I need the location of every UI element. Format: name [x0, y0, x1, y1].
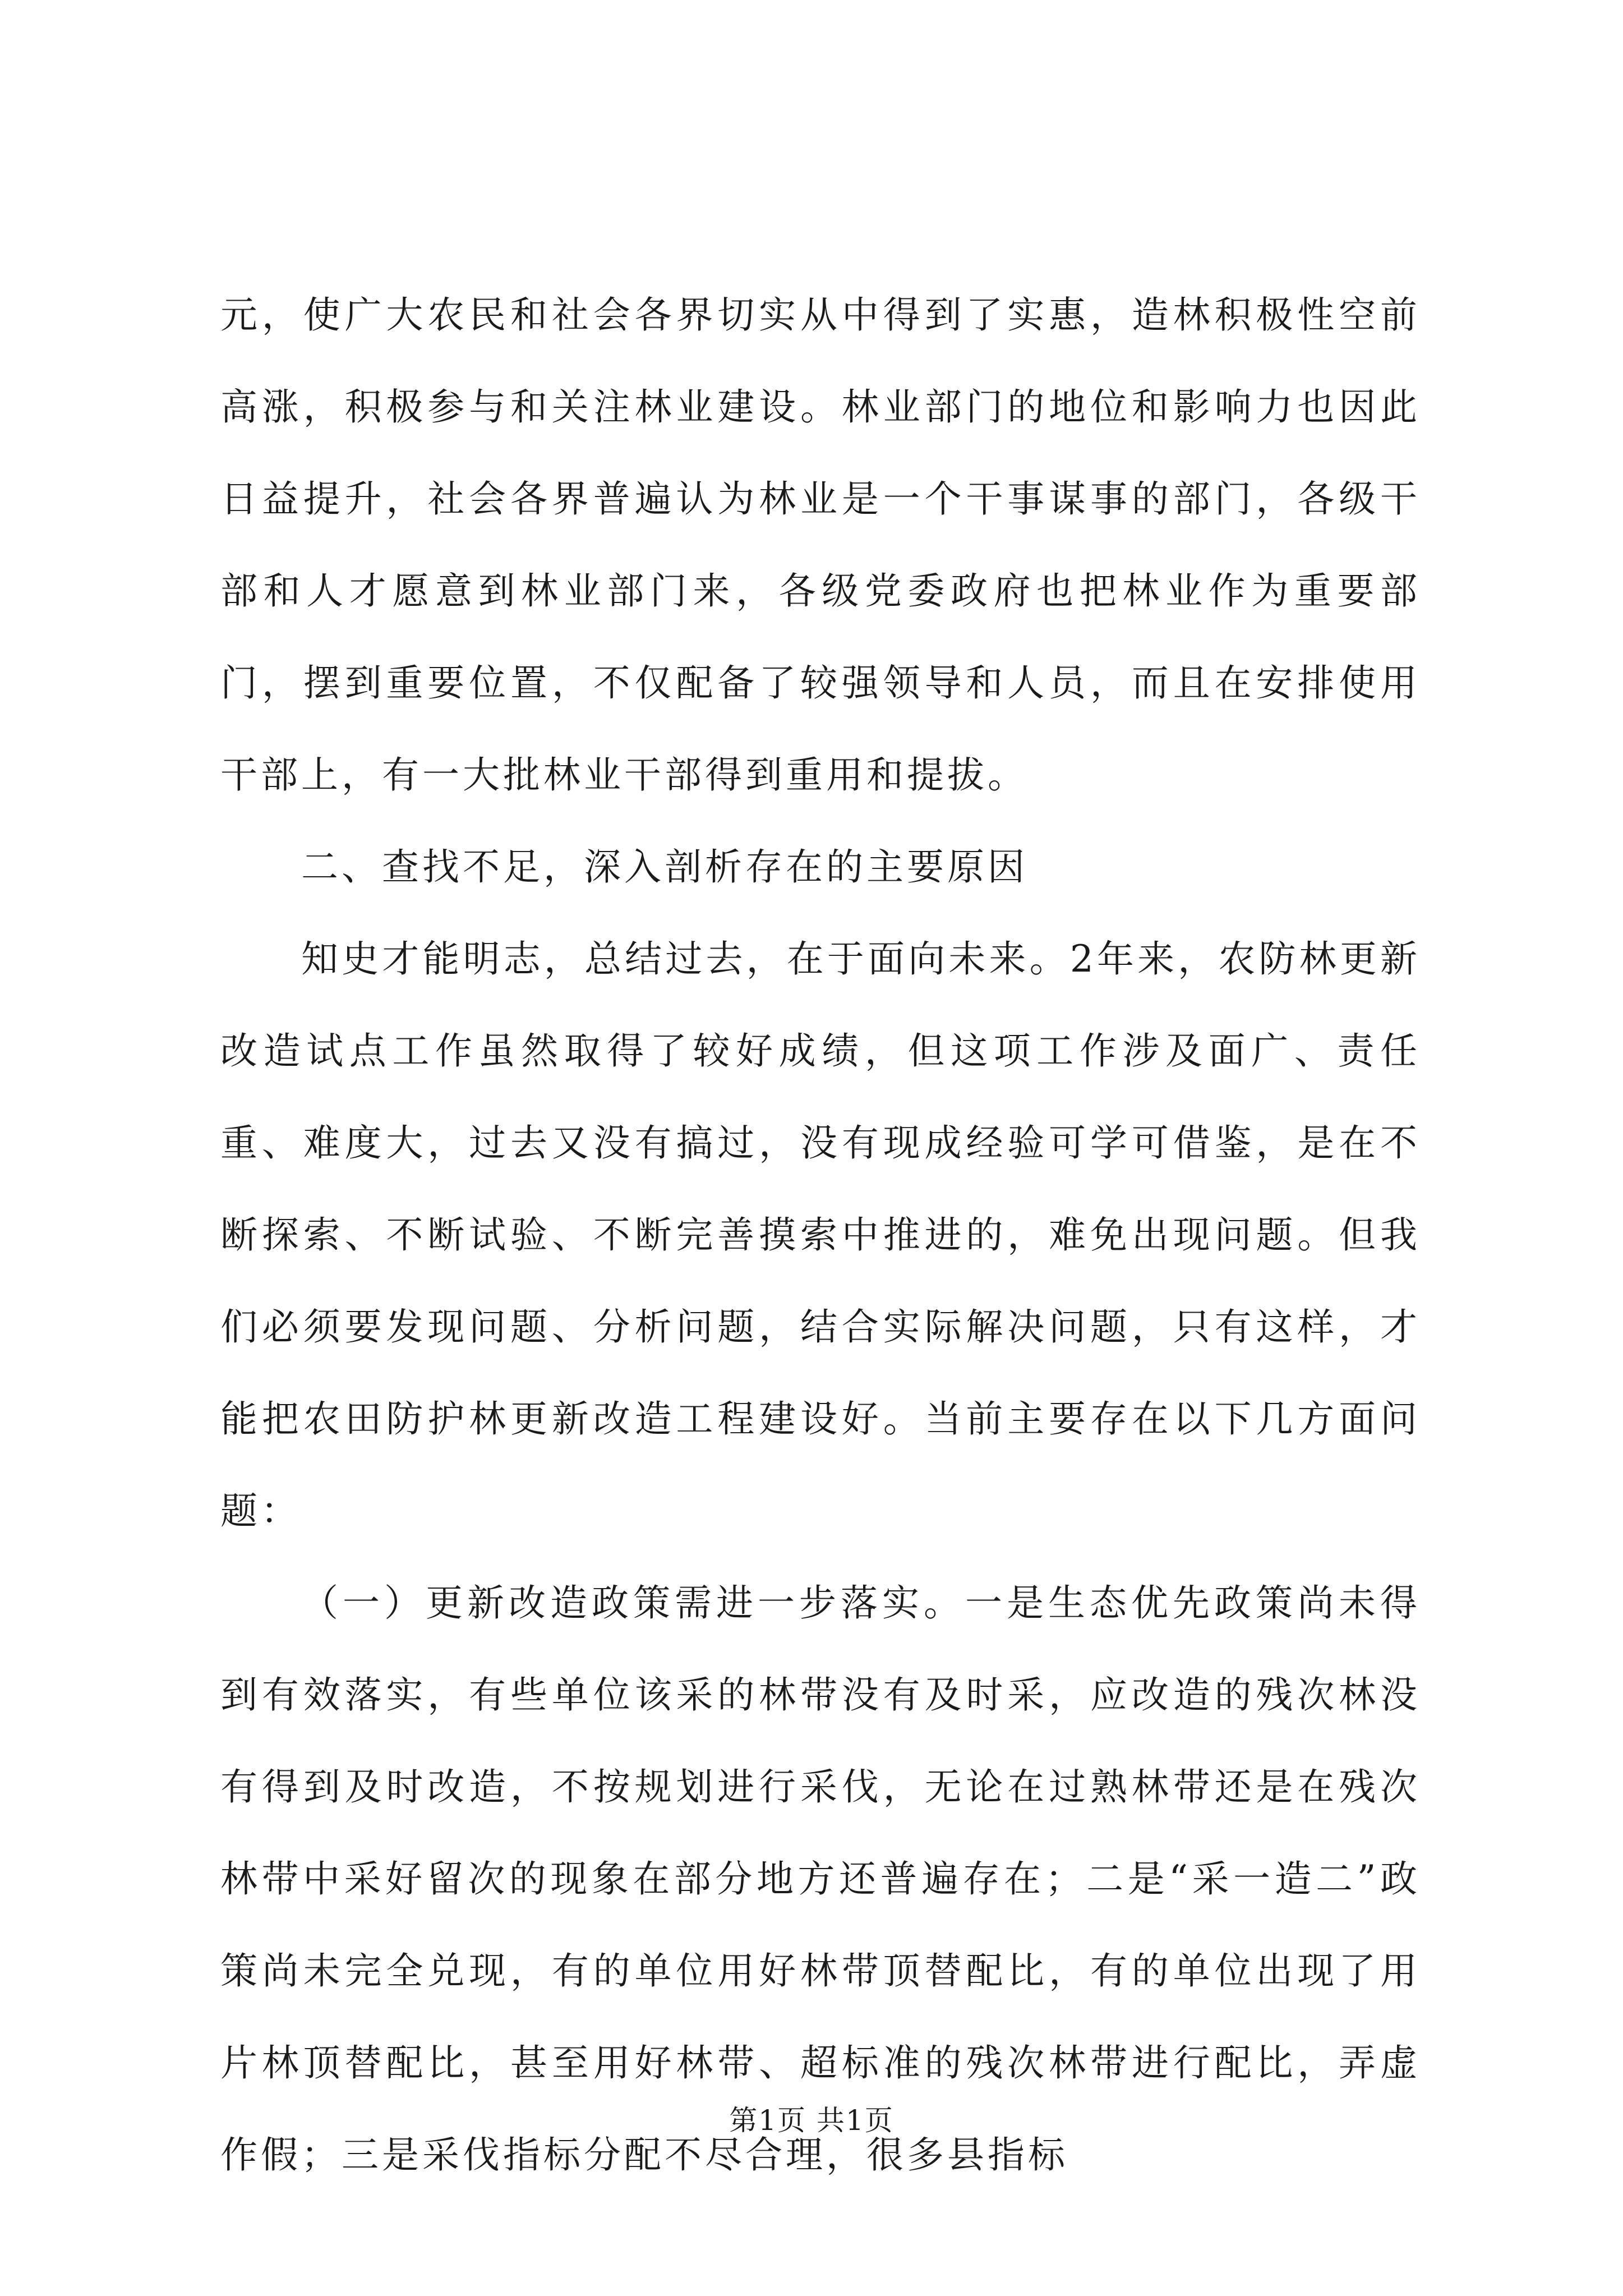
paragraph-policy-implementation: （一）更新改造政策需进一步落实。一是生态优先政策尚未得到有效落实，有些单位该采的林带没有及时采，应改造的残次林没有得到及时改造，不按规划进行采伐，无论在过熟林带还是在残次林带中采好留次的现象在部分地方还普遍存在；二是“采一造二”政策尚未完全兑现，有的单位用好林带顶替配比，有的单位出现了用片林顶替配比，甚至用好林带、超标准的残次林带进行配比，弄虚作假；三是采伐指标分配不尽合理，很多县指标	[220, 1581, 1421, 2177]
page-footer: 第1页 共1页	[729, 2104, 894, 2137]
paragraph-benefits: 元，使广大农民和社会各界切实从中得到了实惠，造林积极性空前高涨，积极参与和关注林业建设。林业部门的地位和影响力也因此日益提升，社会各界普遍认为林业是一个干事谋事的部门，各级干部和人才愿意到林业部门来，各级党委政府也把林业作为重要部门，摆到重要位置，不仅配备了较强领导和人员，而且在安排使用干部上，有一大批林业干部得到重用和提拔。	[220, 293, 1421, 797]
section-heading-shortcomings: 二、查找不足，深入剖析存在的主要原因	[301, 845, 1028, 889]
paragraph-problems-intro: 知史才能明志，总结过去，在于面向未来。2年来，农防林更新改造试点工作虽然取得了较好成绩，但这项工作涉及面广、责任重、难度大，过去又没有搞过，没有现成经验可学可借鉴，是在不断探索、不断试验、不断完善摸索中推进的，难免出现问题。但我们必须要发现问题、分析问题，结合实际解决问题，只有这样，才能把农田防护林更新改造工程建设好。当前主要存在以下几方面问题：	[220, 937, 1421, 1533]
document-body	[220, 269, 1421, 2201]
